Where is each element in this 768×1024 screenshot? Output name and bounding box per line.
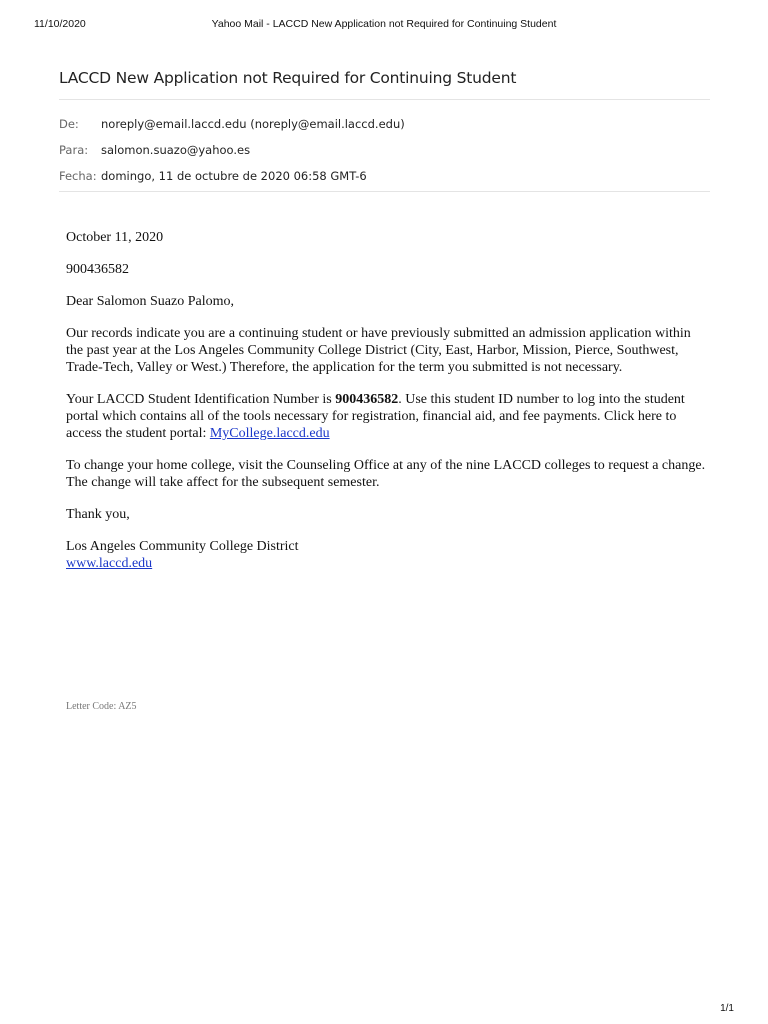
letter-signature-block [66,538,706,572]
email-subject: LACCD New Application not Required for Continuing Student [59,69,517,87]
portal-link[interactable]: MyCollege.laccd.edu [209,426,330,441]
student-id-bold: 900436582 [335,392,399,407]
print-title: Yahoo Mail - LACCD New Application not Required for Continuing Student [211,18,557,30]
print-date: 11/10/2020 [34,18,86,30]
date-value: domingo, 11 de octubre de 2020 06:58 GMT-6 [101,169,367,183]
letter-paragraph-3: To change your home college, visit the Counseling Office at any of the nine LACCD colleges to request a change. The change will take affect for the subsequent semester. [66,458,706,490]
website-link[interactable]: www.laccd.edu [66,556,153,571]
para2-text-post: . Use this student ID number to log into the student portal which contains all of the tools necessary for registration, financial aid, and fee payments. Click here to access the student portal: [66,392,685,441]
page-number: 1/1 [720,1003,734,1014]
from-label: De: [59,117,79,131]
from-row [59,111,405,137]
to-label: Para: [59,143,89,157]
letter-paragraph-2 [66,391,706,442]
letter-date: October 11, 2020 [66,230,164,245]
header-divider-bottom [59,191,710,192]
letter-greeting: Dear Salomon Suazo Palomo, [66,294,234,309]
letter-id-line: 900436582 [66,262,129,277]
letter-code: Letter Code: AZ5 [66,701,137,712]
to-row [59,137,405,163]
letter-signature: Los Angeles Community College District [66,539,299,554]
date-row [59,163,405,189]
email-body [66,229,706,587]
header-divider-top [59,99,710,100]
from-value[interactable]: noreply@email.laccd.edu (noreply@email.laccd.edu) [101,117,405,131]
letter-paragraph-1: Our records indicate you are a continuing student or have previously submitted an admission application within the past year at the Los Angeles Community College District (City, East, Harbor, Mission, Pierce, Southwest, Trade-Tech, Valley or West.) Therefore, the application for the term you submitted is not necessary. [66,326,691,375]
para2-text-pre: Your LACCD Student Identification Number is [66,392,336,407]
date-label: Fecha: [59,169,97,183]
email-meta [59,111,405,189]
letter-closing: Thank you, [66,507,130,522]
to-value[interactable]: salomon.suazo@yahoo.es [101,143,251,157]
